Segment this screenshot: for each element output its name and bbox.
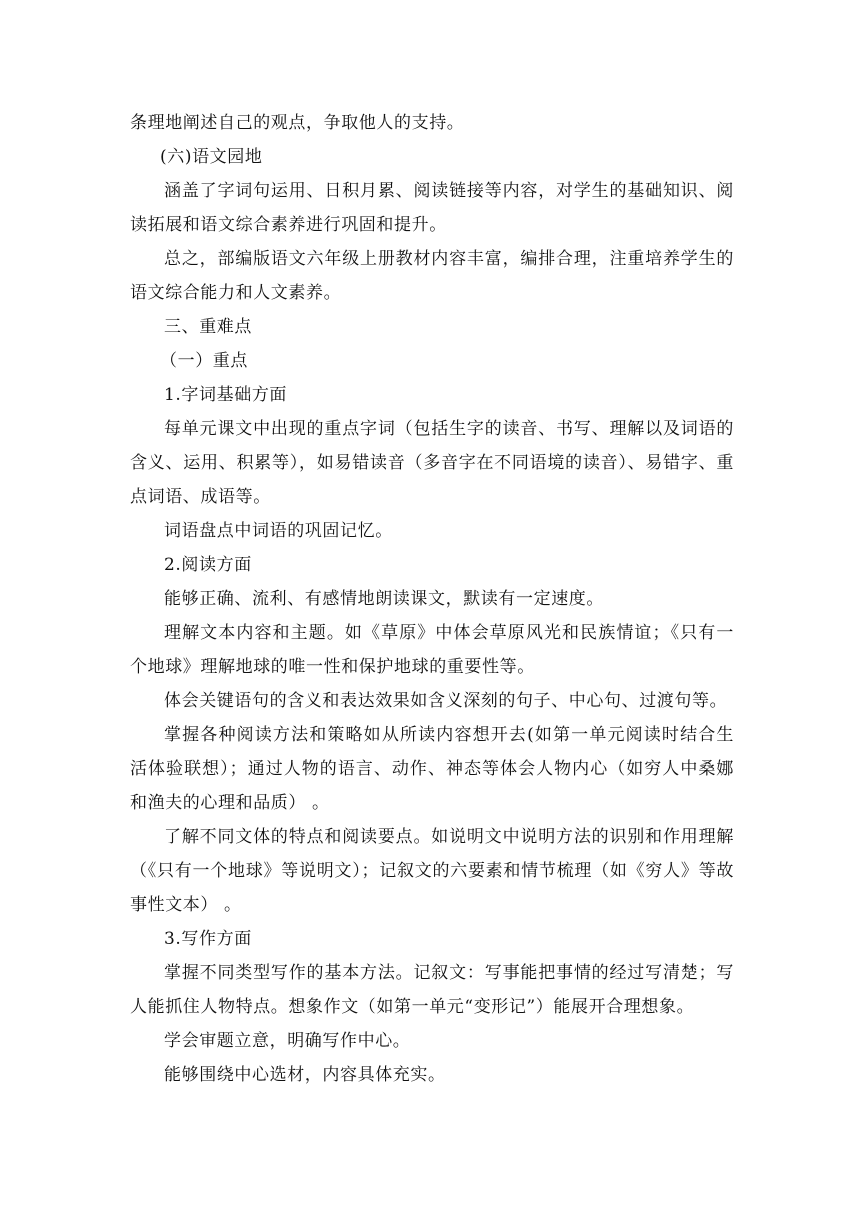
item-heading-writing: 3.写作方面 [164, 929, 252, 949]
paragraph-reading-genres: 了解不同文体的特点和阅读要点。如说明文中说明方法的识别和作用理解（《只有一个地球》等说明文）；记叙文的六要素和情节梳理（如《穷人》等故事性文本） 。 [130, 827, 734, 915]
paragraph-summary: 总之，部编版语文六年级上册教材内容丰富，编排合理，注重培养学生的语文综合能力和人文素养。 [130, 249, 734, 303]
paragraph-reading-aloud: 能够正确、流利、有感情地朗读课文，默读有一定速度。 [164, 589, 604, 609]
section-heading-key-difficult-points: 三、重难点 [164, 317, 252, 337]
section-heading-chinese-garden: (六)语文园地 [160, 147, 263, 167]
paragraph-reading-theme: 理解文本内容和主题。如《草原》中体会草原风光和民族情谊；《只有一个地球》理解地球的唯一性和保护地球的重要性等。 [130, 623, 734, 677]
subsection-heading-key-points: （一）重点 [160, 351, 248, 371]
paragraph-vocabulary-review: 词语盘点中词语的巩固记忆。 [164, 521, 393, 541]
item-heading-vocabulary: 1.字词基础方面 [164, 385, 288, 405]
paragraph-continuation: 条理地阐述自己的观点，争取他人的支持。 [130, 113, 465, 133]
paragraph-writing-topic: 学会审题立意，明确写作中心。 [164, 1031, 411, 1051]
paragraph-chinese-garden-desc: 涵盖了字词句运用、日积月累、阅读链接等内容，对学生的基础知识、阅读拓展和语文综合素养进行巩固和提升。 [130, 181, 734, 235]
item-heading-reading: 2.阅读方面 [164, 555, 252, 575]
paragraph-writing-material: 能够围绕中心选材，内容具体充实。 [164, 1065, 446, 1085]
document-body [130, 106, 734, 1092]
paragraph-reading-key-sentences: 体会关键语句的含义和表达效果如含义深刻的句子、中心句、过渡句等。 [164, 691, 728, 711]
paragraph-writing-methods: 掌握不同类型写作的基本方法。记叙文：写事能把事情的经过写清楚；写人能抓住人物特点。想象作文（如第一单元“变形记”）能展开合理想象。 [130, 963, 734, 1017]
paragraph-vocabulary-key-words: 每单元课文中出现的重点字词（包括生字的读音、书写、理解以及词语的含义、运用、积累等），如易错读音（多音字在不同语境的读音）、易错字、重点词语、成语等。 [130, 419, 734, 507]
paragraph-reading-strategies: 掌握各种阅读方法和策略如从所读内容想开去(如第一单元阅读时结合生活体验联想）；通过人物的语言、动作、神态等体会人物内心（如穷人中桑娜和渔夫的心理和品质） 。 [130, 725, 734, 813]
